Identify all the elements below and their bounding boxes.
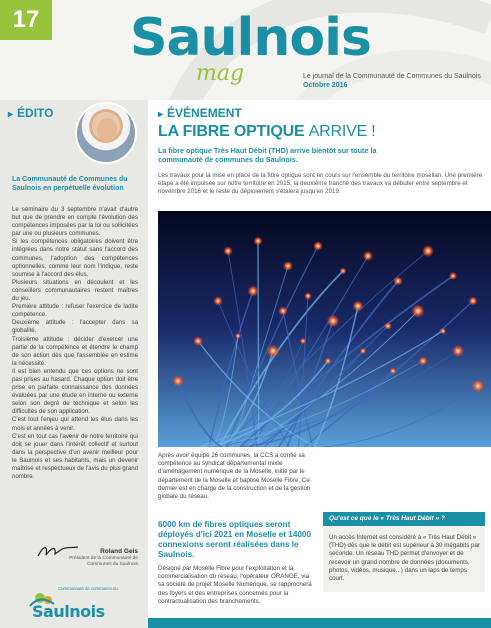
portrait-face [97,118,117,142]
headline-bold: LA FIBRE OPTIQUE [158,123,305,140]
fiber-tip-glow [422,245,434,257]
edito-paragraph: Première attitude : refuser l'exercice de ladite compétence. [12,303,138,319]
fiber-optic-photo [158,211,491,447]
article-callout: 6000 km de fibres optiques seront déployés d'ici 2021 en Moselle et 14000 connexions seront réalisées dans le Saulnois. [158,520,312,559]
tagline-text: Le journal de la Communauté de Communes du Saulnois [303,73,481,80]
fiber-tip-glow [327,315,340,328]
fiber-tip-glow [472,380,485,393]
fiber-tip-glow [304,292,312,300]
info-box [323,512,485,592]
event-label-text: ÉVÉNEMENT [167,106,242,120]
fiber-tip-glow [393,276,403,286]
fiber-tip-glow [390,368,397,375]
fiber-tip-glow [253,236,262,245]
article-body-1: Après avoir équipé 26 communes, la CCS a confié sa compétence au syndicat départemental mixte d'aménagement numérique de la Moselle, initié par le département de la Moselle et baptisé Moselle Fibre. Ce dernier est en charge de la construction et de la gestion globale du réseau. [158,452,311,501]
info-box-text: Un accès Internet est considéré à « Très Haut Débit » (THD) dès que le débit est supérieur à 30 mégabits par seconde. Un réseau THD permet d'envoyer et de recevoir un grand nombre de données (documents, photos, vidéos, musique...) dans un laps de temps court. [329,534,480,583]
headline-light: ARRIVE ! [308,123,376,140]
logo-mag: mag [196,61,245,86]
signature-role: Président de la Communauté de Communes du Saulnois [69,556,138,567]
footer-bar [148,618,491,628]
fiber-tip-glow [283,261,293,271]
edito-label-text: ÉDITO [17,106,54,120]
fiber-tip-glow [352,300,363,311]
fiber-strand [258,241,259,447]
edito-paragraph: Deuxième attitude : l'accepter dans sa globalité. [12,319,138,335]
edito-paragraph: C'est en tout cas l'avenir de notre territoire qui doit se jouer dans l'intérêt collectif et surtout dans la perspective d'un avenir meilleur pour le Saulnois et ses habitants, mais un devenir maîtrisé et respectueux de l'avis du plus grand nombre. [12,432,138,481]
fiber-tip-glow [418,356,427,365]
event-section-label [158,106,242,122]
fiber-tip-glow [363,251,373,261]
logo-wordmark: Saulnois [130,8,371,68]
info-box-title: Qu'est ce que le « Très Haut Débit » ? [323,512,485,526]
footer-logo-word: Saulnois [32,602,105,621]
edito-title: La Communauté de Communes du Saulnois en perpétuelle évolution [12,176,128,192]
page-number: 17 [0,0,52,40]
fiber-tip-glow [411,304,425,318]
fiber-tip-glow [449,272,457,280]
fiber-tip-glow [468,296,477,305]
fiber-tip-glow [193,336,203,346]
edito-paragraph: C'est tout l'enjeu qui attend les élus dans les mois et années à venir. [12,416,138,432]
edito-section-label [8,106,53,122]
fiber-tip-glow [340,268,347,275]
article-subhead: La fibre optique Très Haut Débit (THD) arrive bientôt sur toute la communauté de communes du Saulnois. [158,146,377,164]
fiber-tip-glow [213,296,223,306]
fiber-tip-glow [452,345,464,357]
arrow-right-icon: ▸ [158,109,164,120]
edito-paragraph: Plusieurs situations en découlent et les conseillers communautaires restent maîtres du jeu. [12,278,138,303]
signature-name: Roland Geis [100,548,138,555]
author-portrait [75,102,137,164]
fiber-tip-glow [440,328,447,335]
article-headline [158,123,376,141]
fiber-tip-glow [278,306,288,316]
fiber-tip-glow [324,357,331,364]
masthead [0,0,491,100]
fiber-tip-glow [360,348,367,355]
fiber-tip-glow [172,375,184,387]
arrow-right-icon: ▸ [8,109,14,120]
tagline [303,72,483,90]
article-body-2: Désigné par Moselle Fibre pour l'exploitation et la commercialisation du réseau, l'opérateur ORANGE, via sa société de projet Moselle Numérique, se rapprochera des foyers et des entreprises concernés pour la contractualisation des branchements. [158,565,312,605]
fiber-optic-illustration [158,211,491,447]
article-intro: Les travaux pour la mise en place de la fibre optique sont en cours sur l'ensemble du territoire mosellan. Une première étape a été impulsée sur notre territoire en 2015, la deuxième tranche des travaux va débuter entre septembre et novembre 2016 et le reste du déploiement s'étalera jusqu'en 2019. [158,172,483,196]
footer-logo-caption: Communauté de communes du [58,586,118,591]
fiber-tip-glow [223,246,233,256]
fiber-tip-glow [313,241,323,251]
edito-body [12,206,138,481]
edito-paragraph: Il est bien entendu que ces options ne sont pas prises au hasard. Chaque option doit être prise en parfaite connaissance des données évaluées par une étude en interne ou externe selon son degré de technique et selon les difficultés de son application. [12,367,138,416]
edito-paragraph: Troisième attitude : décider d'exercer une partie de la compétence et étendre le champ de son action dès que l'assemblée en estime la nécessité. [12,335,138,367]
edito-paragraph: Le séminaire du 3 septembre n'avait d'autre but que de prendre en compte l'évolution des compétences imposées par la loi ou sollicitées par une ou plusieurs communes. [12,206,138,238]
fiber-tip-glow [267,345,280,358]
fiber-tip-glow [384,322,392,330]
fiber-tip-glow [247,285,258,296]
fiber-tip-glow [300,338,307,345]
edition-date: Octobre 2016 [303,82,348,89]
fiber-tip-glow [235,333,241,339]
edito-paragraph: Si les compétences obligatoires doivent être intégrées dans notre statut sans l'accord des communes, l'adoption des compétences optionnelles, comme leur nom l'indique, reste soumise à l'accord des élus. [12,238,138,278]
